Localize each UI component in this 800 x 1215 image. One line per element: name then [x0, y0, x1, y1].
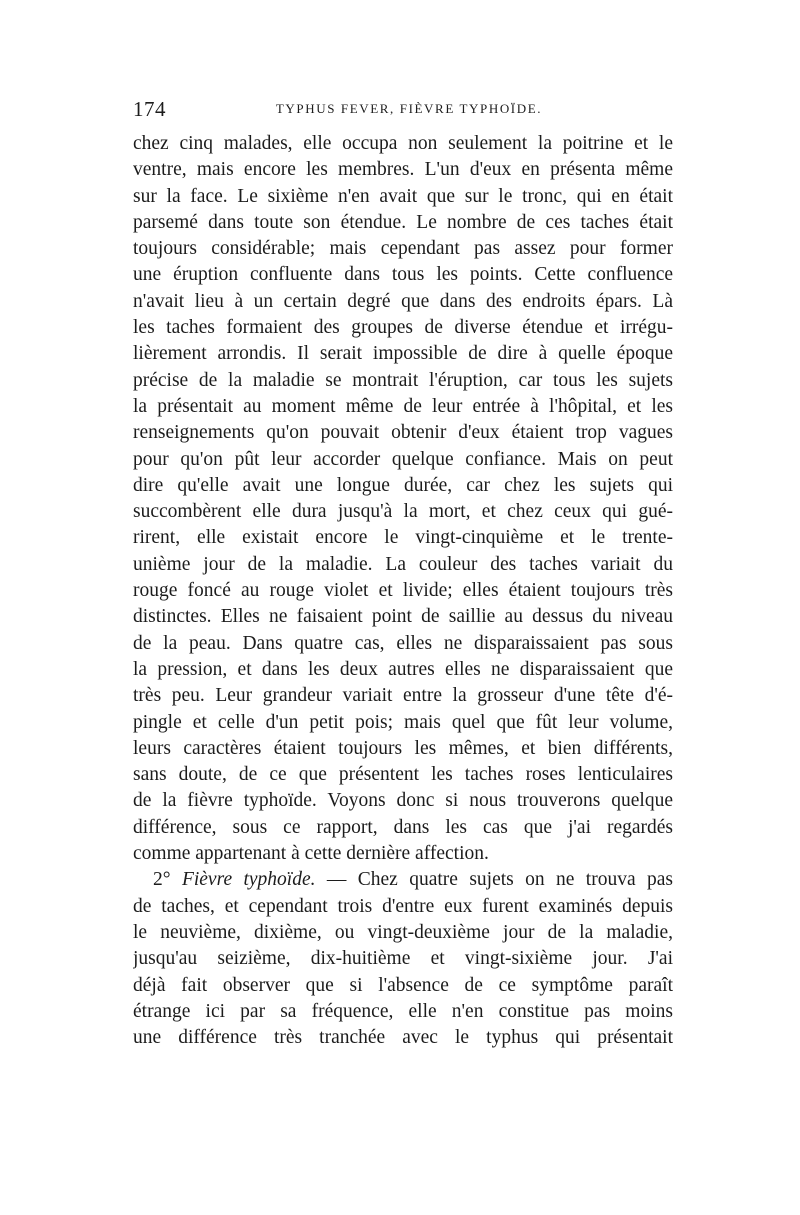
text-line: jusqu'au seizième, dix-huitième et vingt-sixième jour. J'ai	[133, 948, 673, 970]
text-line: très peu. Leur grandeur variait entre la grosseur d'une tête d'é-	[133, 685, 673, 707]
text-line: dire qu'elle avait une longue durée, car chez les sujets qui	[133, 474, 673, 496]
section-number: 2°	[153, 869, 182, 891]
text-line: toujours considérable; mais cependant pas assez pour former	[133, 238, 673, 260]
text-line: une différence très tranchée avec le typhus qui présentait	[133, 1027, 673, 1049]
page-header	[133, 97, 673, 121]
text-line: rouge foncé au rouge violet et livide; elles étaient toujours très	[133, 580, 673, 602]
text-line: pingle et celle d'un petit pois; mais quel que fût leur volume,	[133, 711, 673, 733]
text-line: chez cinq malades, elle occupa non seulement la poitrine et le	[133, 133, 673, 154]
text-line: la pression, et dans les deux autres elles ne disparaissaient que	[133, 658, 673, 680]
text-line: unième jour de la maladie. La couleur des taches variait du	[133, 553, 673, 575]
text-line: sur la face. Le sixième n'en avait que sur le tronc, qui en était	[133, 185, 673, 207]
page-number: 174	[133, 97, 166, 121]
text-line: déjà fait observer que si l'absence de ce symptôme paraît	[133, 974, 673, 996]
section-first-line-text: — Chez quatre sujets on ne trouva pas	[315, 869, 673, 891]
text-line: succombèrent elle dura jusqu'à la mort, et chez ceux qui gué-	[133, 501, 673, 523]
section-title: Fièvre typhoïde.	[181, 869, 316, 891]
text-line: pour qu'on pût leur accorder quelque confiance. Mais on peut	[133, 448, 673, 470]
text-line: parsemé dans toute son étendue. Le nombre de ces taches était	[133, 211, 673, 233]
text-line: ventre, mais encore les membres. L'un d'eux en présenta même	[133, 159, 673, 181]
text-line: différence, sous ce rapport, dans les cas que j'ai regardés	[133, 816, 673, 838]
text-line: sans doute, de ce que présentent les taches roses lenticulaires	[133, 764, 673, 786]
text-line: lièrement arrondis. Il serait impossible de dire à quelle époque	[133, 343, 673, 365]
text-line: le neuvième, dixième, ou vingt-deuxième jour de la maladie,	[133, 921, 673, 943]
running-title: TYPHUS FEVER, FIÈVRE TYPHOÏDE.	[275, 101, 543, 116]
text-line: renseignements qu'on pouvait obtenir d'eux étaient trop vagues	[133, 422, 673, 444]
text-line: étrange ici par sa fréquence, elle n'en constitue pas moins	[133, 1000, 673, 1022]
text-line: de la fièvre typhoïde. Voyons donc si nous trouverons quelque	[133, 790, 673, 812]
text-line: de taches, et cependant trois d'entre eux furent examinés depuis	[133, 895, 673, 917]
body-text	[133, 131, 673, 1051]
section-first-line	[133, 867, 673, 893]
text-line: les taches formaient des groupes de diverse étendue et irrégu-	[133, 317, 673, 339]
text-line: distinctes. Elles ne faisaient point de saillie au dessus du niveau	[133, 606, 673, 628]
text-line: précise de la maladie se montrait l'éruption, car tous les sujets	[133, 369, 673, 391]
text-line: comme appartenant à cette dernière affection.	[133, 843, 489, 865]
text-line: leurs caractères étaient toujours les mêmes, et bien différents,	[133, 737, 673, 759]
text-line: la présentait au moment même de leur entrée à l'hôpital, et les	[133, 395, 673, 417]
text-line: de la peau. Dans quatre cas, elles ne disparaissaient pas sous	[133, 632, 673, 654]
text-line: rirent, elle existait encore le vingt-cinquième et le trente-	[133, 527, 673, 549]
text-line: une éruption confluente dans tous les points. Cette confluence	[133, 264, 673, 286]
text-line: n'avait lieu à un certain degré que dans des endroits épars. Là	[133, 290, 673, 312]
